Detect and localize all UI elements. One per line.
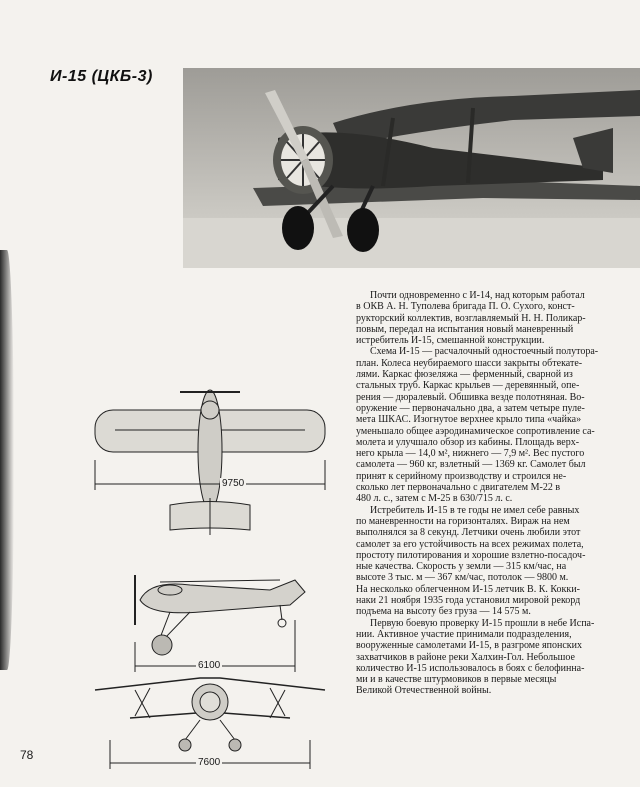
text-line: оружение — первоначально два, а затем четыре пуле-: [356, 402, 585, 414]
text-line: уменьшало общее аэродинамическое сопротивление са-: [356, 425, 595, 437]
text-line: нии. Активное участие принимали подразделения,: [356, 628, 572, 640]
text-line: Первую боевую проверку И-15 прошли в небе Испа-: [370, 617, 595, 629]
text-line: самолет за его устойчивость на всех режимах полета,: [356, 538, 584, 550]
front-span-dimension: 7600: [198, 757, 221, 768]
text-line: него крыла — 14,0 м², нижнего — 7,9 м². Вес пустого: [356, 448, 585, 460]
text-line: рения — дюралевый. Обшивка везде полотняная. Во-: [356, 391, 585, 403]
text-line: мета ШКАС. Изогнутое верхнее крыло типа «чайка»: [356, 414, 582, 426]
text-line: сколько лет первоначально с двигателем М-22 в: [356, 482, 561, 494]
text-line: ные качества. Скорость у земли — 315 км/час, на: [356, 561, 567, 573]
text-line: Великой Отечественной войны.: [356, 685, 492, 697]
length-dimension: 6100: [198, 660, 221, 671]
text-line: вооруженные самолетами И-15, в разгроме японских: [356, 640, 582, 652]
text-line: в ОКВ А. Н. Туполева бригада П. О. Сухого, конст-: [356, 301, 575, 313]
text-line: подъема на высоту без груза — 14 575 м.: [356, 606, 531, 618]
text-line: Почти одновременно с И-14, над которым работал: [370, 290, 585, 301]
text-line: самолета — 960 кг, взлетный — 1369 кг. Самолет был: [356, 459, 586, 471]
text-line: стальных труб. Каркас крыльев — деревянный, опе-: [356, 380, 580, 392]
text-line: лями. Каркас фюзеляжа — ферменный, сварной из: [356, 369, 573, 381]
article-text: [356, 290, 640, 750]
text-line: наки 21 ноября 1935 года установил мировой рекорд: [356, 595, 581, 607]
text-line: На несколько облегченном И-15 летчик В. К. Кокки-: [356, 583, 580, 595]
text-line: Истребитель И-15 в те годы не имел себе равных: [370, 504, 580, 516]
text-line: простоту пилотирования и хорошие взлетно-посадоч-: [356, 549, 586, 561]
text-line: выполнялся за 8 секунд. Летчики очень любили этот: [356, 527, 581, 539]
text-line: 480 л. с., затем с М-25 в 630/715 л. с.: [356, 493, 513, 505]
page-title: И-15 (ЦКБ-3): [50, 68, 153, 85]
binding-shadow: [0, 250, 14, 670]
text-line: количество И-15 использовалось в боях с белофинна-: [356, 662, 585, 674]
text-line: истребитель И-15, смешанной конструкции.: [356, 335, 545, 347]
text-line: повым, передал на испытания новый маневренный: [356, 323, 574, 335]
text-line: ми и в качестве штурмовиков в первые месяцы: [356, 674, 557, 686]
text-line: высоте 3 тыс. м — 367 км/час, потолок — 9800 м.: [356, 572, 569, 584]
text-line: рукторский коллектив, возглавляемый Н. Н. Поликар-: [356, 312, 586, 324]
text-line: план. Колеса неубираемого шасси закрыты обтекате-: [356, 357, 583, 369]
text-line: по маневренности на горизонталях. Вираж на нем: [356, 515, 570, 527]
aircraft-photo: [183, 68, 640, 268]
wingspan-dimension: 9750: [222, 478, 245, 489]
page-number: 78: [20, 748, 34, 762]
text-line: Схема И-15 — расчалочный одностоечный полутора-: [370, 346, 599, 358]
text-line: захватчиков в районе реки Халхин-Гол. Небольшое: [356, 651, 575, 663]
three-view-drawings: [90, 380, 330, 770]
text-line: молета и улучшало обзор из кабины. Площадь верх-: [356, 436, 580, 448]
text-line: принят к серийному производству и строился не-: [356, 470, 567, 482]
